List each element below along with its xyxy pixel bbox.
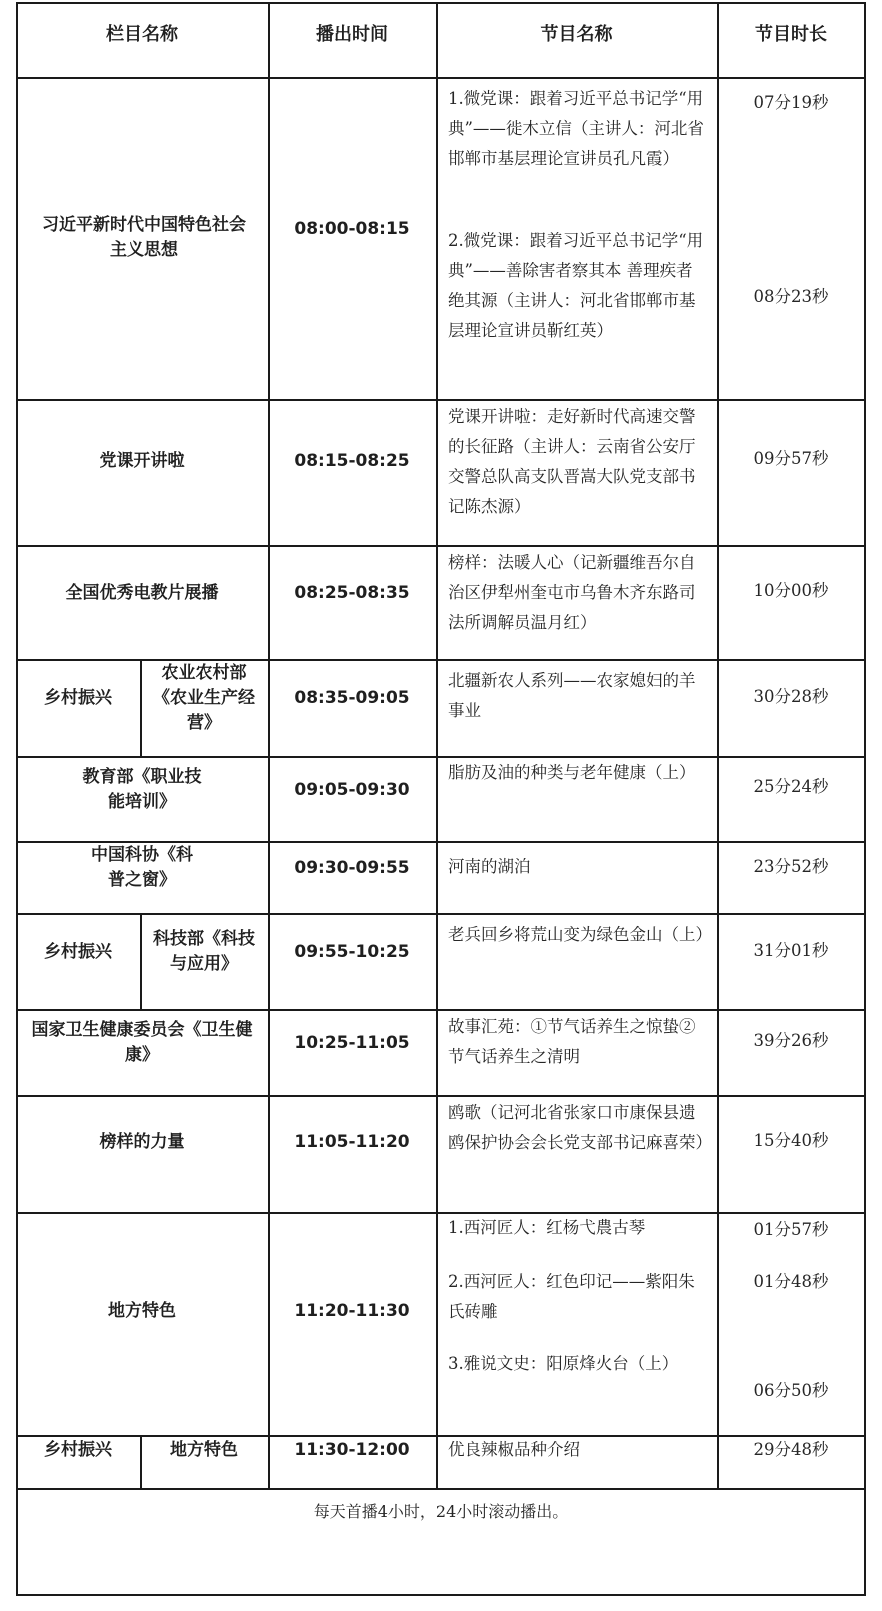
program-duration: 23分52秒	[753, 857, 829, 876]
program-duration: 08分23秒	[753, 287, 829, 306]
row-air-time: 11:30-12:00	[294, 1439, 410, 1460]
program-duration: 01分48秒	[753, 1272, 829, 1291]
row-column-name: 国家卫生健康委员会《卫生健康》	[31, 1020, 253, 1065]
row-air-time: 11:05-11:20	[294, 1131, 410, 1152]
program-item: 2.西河匠人：红色印记——紫阳朱氏砖雕	[448, 1272, 695, 1321]
row-air-time: 08:35-09:05	[294, 687, 410, 708]
row-air-time: 08:00-08:15	[294, 218, 410, 239]
program-item: 3.雅说文史：阳原烽火台（上）	[448, 1354, 679, 1373]
row-column-name: 习近平新时代中国特色社会主义思想	[42, 215, 246, 260]
row-column-name: 乡村振兴	[44, 1439, 112, 1460]
program-item: 鸥歌（记河北省张家口市康保县遗鸥保护协会会长党支部书记麻喜荣）	[448, 1103, 712, 1152]
program-duration: 39分26秒	[753, 1031, 829, 1050]
program-item: 故事汇苑：①节气话养生之惊蛰②节气话养生之清明	[448, 1017, 696, 1066]
program-item: 1.西河匠人：红杨弋農古琴	[448, 1218, 646, 1237]
header-air-time: 播出时间	[316, 24, 388, 45]
program-item: 河南的湖泊	[448, 857, 531, 876]
row-column-name: 党课开讲啦	[99, 450, 185, 471]
program-item: 优良辣椒品种介绍	[448, 1440, 580, 1459]
program-item: 北疆新农人系列——农家媳妇的羊事业	[448, 671, 696, 720]
program-duration: 31分01秒	[753, 941, 829, 960]
header-column-name: 栏目名称	[106, 24, 178, 45]
program-duration: 25分24秒	[753, 777, 829, 796]
program-duration: 09分57秒	[753, 449, 829, 468]
row-column-name: 全国优秀电教片展播	[65, 582, 219, 603]
row-air-time: 08:15-08:25	[294, 450, 410, 471]
row-column-name: 教育部《职业技能培训》	[82, 767, 202, 812]
header-duration: 节目时长	[755, 24, 827, 45]
row-subcolumn-name: 科技部《科技与应用》	[153, 929, 255, 974]
row-air-time: 09:05-09:30	[294, 779, 410, 800]
row-air-time: 10:25-11:05	[294, 1032, 410, 1053]
program-duration: 01分57秒	[753, 1220, 829, 1239]
footer-note: 每天首播4小时，24小时滚动播出。	[313, 1502, 569, 1521]
row-air-time: 11:20-11:30	[294, 1300, 410, 1321]
program-duration: 30分28秒	[753, 687, 829, 706]
row-column-name: 乡村振兴	[44, 941, 112, 962]
program-duration: 15分40秒	[753, 1131, 829, 1150]
row-subcolumn-name: 农业农村部《农业生产经营》	[153, 662, 255, 733]
row-subcolumn-name: 地方特色	[170, 1439, 238, 1460]
schedule-table	[16, 2, 866, 1596]
program-item: 老兵回乡将荒山变为绿色金山（上）	[448, 925, 712, 944]
row-air-time: 08:25-08:35	[294, 582, 410, 603]
row-column-name: 地方特色	[108, 1300, 176, 1321]
program-duration: 07分19秒	[753, 93, 829, 112]
row-column-name: 乡村振兴	[44, 687, 112, 708]
header-program-name: 节目名称	[540, 24, 613, 45]
row-air-time: 09:30-09:55	[294, 857, 410, 878]
program-item: 2.微党课：跟着习近平总书记学“用典”——善除害者察其本 善理疾者绝其源（主讲人：河北省邯郸市基层理论宣讲员靳红英）	[448, 231, 704, 340]
program-item: 榜样：法暖人心（记新疆维吾尔自治区伊犁州奎屯市乌鲁木齐东路司法所调解员温月红）	[448, 553, 696, 632]
row-column-name: 中国科协《科普之窗》	[91, 845, 193, 890]
program-item: 1.微党课：跟着习近平总书记学“用典”——徙木立信（主讲人：河北省邯郸市基层理论宣讲员孔凡霞）	[448, 89, 704, 168]
program-item: 党课开讲啦：走好新时代高速交警的长征路（主讲人：云南省公安厅交警总队高支队晋嵩大队党支部书记陈杰源）	[448, 407, 696, 516]
program-item: 脂肪及油的种类与老年健康（上）	[448, 763, 696, 782]
row-column-name: 榜样的力量	[99, 1131, 185, 1152]
program-duration: 29分48秒	[753, 1440, 829, 1459]
program-duration: 10分00秒	[753, 581, 829, 600]
program-duration: 06分50秒	[753, 1381, 829, 1400]
row-air-time: 09:55-10:25	[294, 941, 410, 962]
